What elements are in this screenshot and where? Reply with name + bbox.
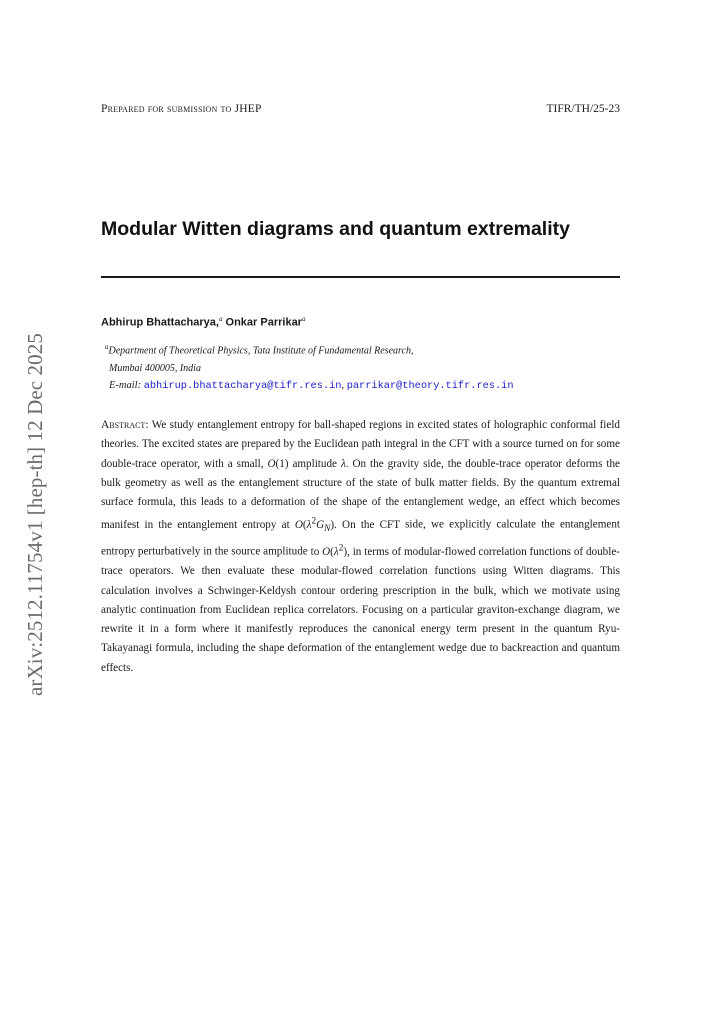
abstract-body bbox=[101, 419, 620, 674]
author-name: Onkar Parrikar bbox=[225, 316, 302, 329]
email-link[interactable]: abhirup.bhattacharya@tifr.res.in bbox=[143, 380, 342, 392]
abstract-line: as well as the entanglement structure of the state of bulk matter fields. By the quantum bbox=[171, 476, 582, 489]
abstract-line: then evaluate these modular-flowed correlation functions using Witten diagrams. This bbox=[201, 565, 620, 578]
abstract-line: O(1) amplitude λ. On the gravity side, the double-trace operator deforms the bulk geometry bbox=[101, 457, 620, 489]
abstract-line: calculation involves a Schwinger-Keldysh contour ordering prescription in the bulk, which bbox=[101, 584, 534, 597]
email-label: E-mail: bbox=[109, 380, 142, 391]
abstract-line: extremal surface formula, this leads to a deformation of the shape of the entanglement wedge, bbox=[101, 476, 620, 508]
abstract-line: We study entanglement entropy for ball-shaped regions in excited states of bbox=[151, 419, 494, 431]
abstract-line: particular graviton-exchange diagram, we rewrite it in a form where it manifestly reproduces bbox=[101, 603, 620, 636]
abstract-line: the canonical energy term present in the quantum Ryu-Takayanagi formula, including the bbox=[101, 623, 620, 655]
journal-preparation-note: Prepared for submission to JHEP bbox=[101, 103, 262, 115]
affiliation bbox=[105, 338, 605, 378]
abstract bbox=[101, 416, 620, 678]
arxiv-identifier-stamp: arXiv:2512.11754v1 [hep-th] 12 Dec 2025 bbox=[23, 333, 47, 696]
affiliation-line: Mumbai 400005, India bbox=[109, 363, 201, 375]
abstract-line: shape deformation of the entanglement wedge due to backreaction and quantum effects. bbox=[101, 642, 620, 674]
affiliation-marker: a bbox=[105, 343, 109, 351]
email-separator: , bbox=[341, 380, 347, 391]
abstract-line: holographic conformal field theories. The excited states are prepared by the Euclidean path bbox=[101, 419, 621, 451]
arxiv-sidebar bbox=[20, 296, 50, 696]
paper-title: Modular Witten diagrams and quantum extremality bbox=[101, 218, 570, 240]
author-name: Abhirup Bhattacharya, bbox=[101, 316, 219, 329]
abstract-line: side, we explicitly calculate the entanglement entropy perturbatively in the source amplitude bbox=[101, 518, 621, 559]
report-number: TIFR/TH/25-23 bbox=[546, 103, 620, 115]
abstract-label: Abstract: bbox=[101, 419, 149, 431]
abstract-line: to $O(\lambda^2)$, in terms of modular-flowed correlation functions of double-trace operators. We bbox=[101, 543, 621, 578]
affiliation-line: Department of Theoretical Physics, Tata Institute of Fundamental Research, bbox=[108, 345, 414, 357]
author-affiliation-marker: a bbox=[218, 315, 223, 323]
email-block bbox=[109, 380, 514, 392]
author-list bbox=[101, 315, 305, 329]
abstract-line: we motivate using analytic continuation from Euclidean replica correlators. Focusing on a bbox=[101, 584, 620, 616]
email-link[interactable]: parrikar@theory.tifr.res.in bbox=[346, 380, 514, 392]
author-affiliation-marker: a bbox=[301, 315, 306, 323]
abstract-line: integral in the CFT with a source turned on for some double-trace operator, with a small, bbox=[101, 438, 620, 470]
abstract-line: an effect which becomes manifest in the entanglement entropy at $O(\lambda^2G_N)$. On the CFT bbox=[101, 496, 620, 535]
title-divider bbox=[101, 276, 620, 278]
